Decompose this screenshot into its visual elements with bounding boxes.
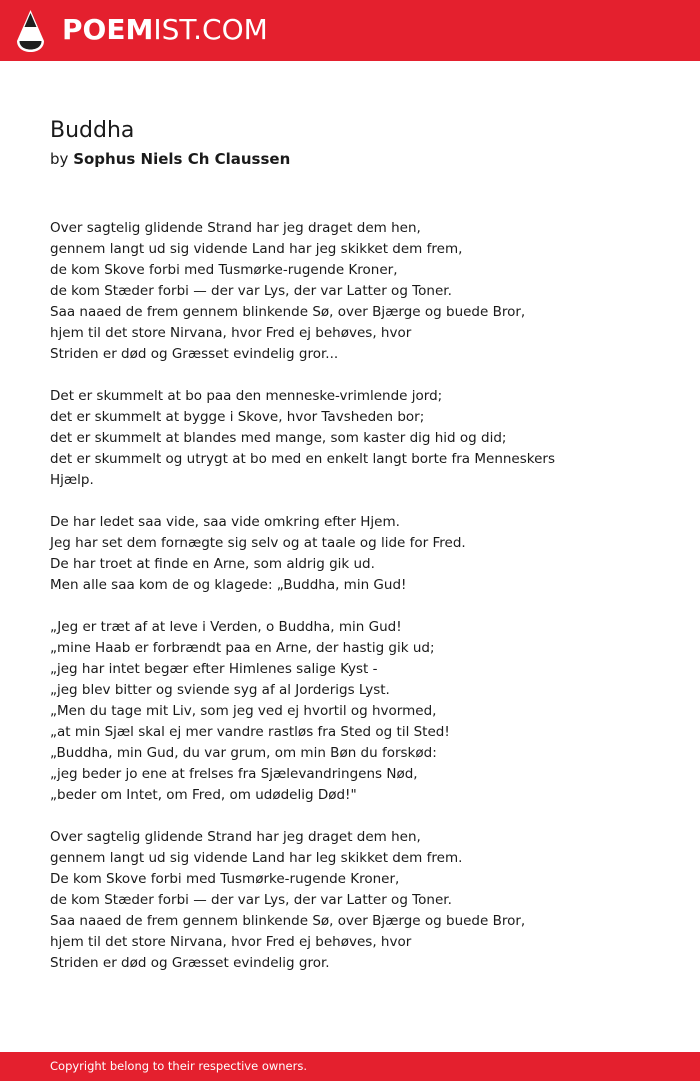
poem-body <box>50 218 670 995</box>
poem-line: „beder om Intet, om Fred, om udødelig Død!" <box>50 787 357 803</box>
poem-stanza <box>50 218 670 365</box>
by-label: by <box>50 150 69 168</box>
poem-line: de kom Stæder forbi — der var Lys, der var Latter og Toner. <box>50 283 452 299</box>
poem-stanza <box>50 827 670 974</box>
poem-line: gennem langt ud sig vidende Land har jeg skikket dem frem, <box>50 241 463 257</box>
logo-bold-text: POEM <box>62 13 154 46</box>
poem-line: „mine Haab er forbrændt paa en Arne, der hastig gik ud; <box>50 640 435 656</box>
poem-line: „Jeg er træt af at leve i Verden, o Buddha, min Gud! <box>50 619 402 635</box>
logo-light-text: IST.COM <box>153 13 268 46</box>
poem-line: „jeg beder jo ene at frelses fra Sjælevandringens Nød, <box>50 766 418 782</box>
poem-line: Over sagtelig glidende Strand har jeg draget dem hen, <box>50 829 421 845</box>
pencil-tip-icon[interactable] <box>17 10 44 52</box>
poem-stanza <box>50 512 670 596</box>
poem-line: hjem til det store Nirvana, hvor Fred ej behøves, hvor <box>50 325 412 341</box>
poem-line: De kom Skove forbi med Tusmørke-rugende Kroner, <box>50 871 400 887</box>
poem-line: „jeg har intet begær efter Himlenes salige Kyst - <box>50 661 378 677</box>
byline <box>50 149 290 169</box>
poem-line: Striden er død og Græsset evindelig gror... <box>50 346 339 362</box>
poem-author: Sophus Niels Ch Claussen <box>73 150 291 168</box>
poem-line: Men alle saa kom de og klagede: „Buddha, min Gud! <box>50 577 407 593</box>
poem-line: „at min Sjæl skal ej mer vandre rastløs fra Sted og til Sted! <box>50 724 450 740</box>
poem-line: det er skummelt at bygge i Skove, hvor Tavsheden bor; <box>50 409 425 425</box>
poem-line: de kom Skove forbi med Tusmørke-rugende Kroner, <box>50 262 398 278</box>
poem-line: det er skummelt og utrygt at bo med en enkelt langt borte fra Menneskers <box>50 451 555 467</box>
poem-line: De har troet at finde en Arne, som aldrig gik ud. <box>50 556 375 572</box>
poem-line: „jeg blev bitter og sviende syg af al Jorderigs Lyst. <box>50 682 390 698</box>
site-logo-link[interactable] <box>62 12 268 48</box>
poem-line: Det er skummelt at bo paa den menneske-vrimlende jord; <box>50 388 443 404</box>
poem-line: det er skummelt at blandes med mange, som kaster dig hid og did; <box>50 430 507 446</box>
poem-line: hjem til det store Nirvana, hvor Fred ej behøves, hvor <box>50 934 412 950</box>
copyright-notice: Copyright belong to their respective owners. <box>50 1059 308 1073</box>
poem-line: Hjælp. <box>50 472 94 488</box>
poem-line: Saa naaed de frem gennem blinkende Sø, over Bjærge og buede Bror, <box>50 913 526 929</box>
poem-line: De har ledet saa vide, saa vide omkring efter Hjem. <box>50 514 400 530</box>
poem-stanza <box>50 386 670 491</box>
poem-line: Over sagtelig glidende Strand har jeg draget dem hen, <box>50 220 421 236</box>
poem-stanza <box>50 617 670 806</box>
poem-line: Saa naaed de frem gennem blinkende Sø, over Bjærge og buede Bror, <box>50 304 526 320</box>
poem-line: „Men du tage mit Liv, som jeg ved ej hvortil og hvormed, <box>50 703 437 719</box>
poem-line: gennem langt ud sig vidende Land har leg skikket dem frem. <box>50 850 463 866</box>
site-footer <box>0 1052 700 1081</box>
poem-line: Striden er død og Græsset evindelig gror. <box>50 955 330 971</box>
poem-title: Buddha <box>50 118 135 143</box>
poem-line: de kom Stæder forbi — der var Lys, der var Latter og Toner. <box>50 892 452 908</box>
poem-line: Jeg har set dem fornægte sig selv og at taale og lide for Fred. <box>50 535 466 551</box>
poem-line: „Buddha, min Gud, du var grum, om min Bøn du forskød: <box>50 745 437 761</box>
site-header <box>0 0 700 61</box>
